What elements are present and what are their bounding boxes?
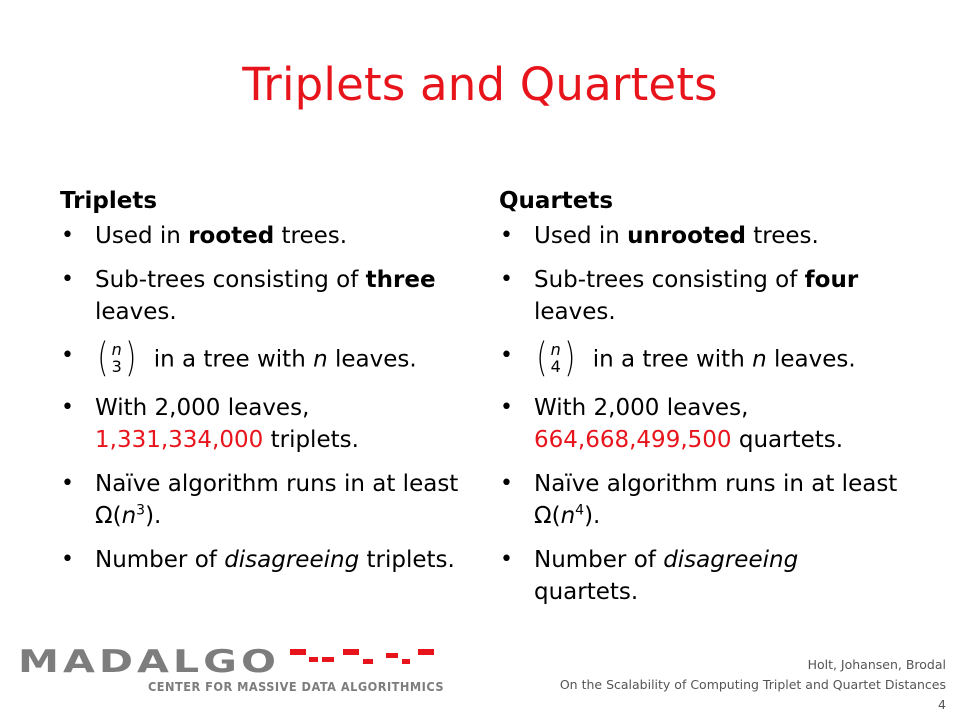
quartets-heading: Quartets	[499, 188, 614, 214]
list-item: • Number of disagreeing triplets.	[60, 544, 470, 576]
footer-paper-title: On the Scalability of Computing Triplet and Quartet Distances	[559, 677, 946, 692]
binomial-coefficient: • ( n 3 )	[97, 335, 137, 381]
list-item: • ( n 4 ) in a tree with n leaves.	[499, 340, 909, 380]
list-item: • Naïve algorithm runs in at least $\Omega(n^4)$.	[499, 468, 909, 532]
list-item: • Used in unrooted trees.	[499, 220, 909, 252]
quartets-column	[499, 188, 909, 620]
quartets-list	[499, 220, 909, 608]
madalgo-logo	[18, 643, 448, 695]
list-item: • Used in rooted trees.	[60, 220, 470, 252]
triplets-list	[60, 220, 470, 576]
page-number: 4	[938, 697, 946, 712]
triplets-heading: Triplets	[60, 188, 158, 214]
list-item: • Number of disagreeing quartets.	[499, 544, 909, 608]
binomial-coefficient: • ( n 4 )	[536, 335, 576, 381]
logo-dash-pattern	[290, 649, 434, 664]
list-item: • Sub-trees consisting of four leaves.	[499, 264, 909, 328]
footer-citation	[560, 655, 946, 715]
triplet-count: 1,331,334,000	[95, 427, 264, 453]
logo-wordmark: MADALGO	[18, 644, 280, 680]
list-item: • ( n 3 ) in a tree with n leaves.	[60, 340, 470, 380]
list-item: • Naïve algorithm runs in at least $\Omega(n^3)$.	[60, 468, 470, 532]
triplets-column	[60, 188, 470, 588]
quartet-count: 664,668,499,500	[534, 427, 732, 453]
list-item: • Sub-trees consisting of three leaves.	[60, 264, 470, 328]
slide-title: Triplets and Quartets	[242, 58, 718, 111]
list-item: • With 2,000 leaves, 1,331,334,000 triplets.	[60, 392, 470, 456]
list-item: • With 2,000 leaves, 664,668,499,500 quartets.	[499, 392, 909, 456]
footer-authors: Holt, Johansen, Brodal	[807, 657, 946, 672]
logo-tagline: CENTER FOR MASSIVE DATA ALGORITHMICS	[148, 680, 444, 694]
